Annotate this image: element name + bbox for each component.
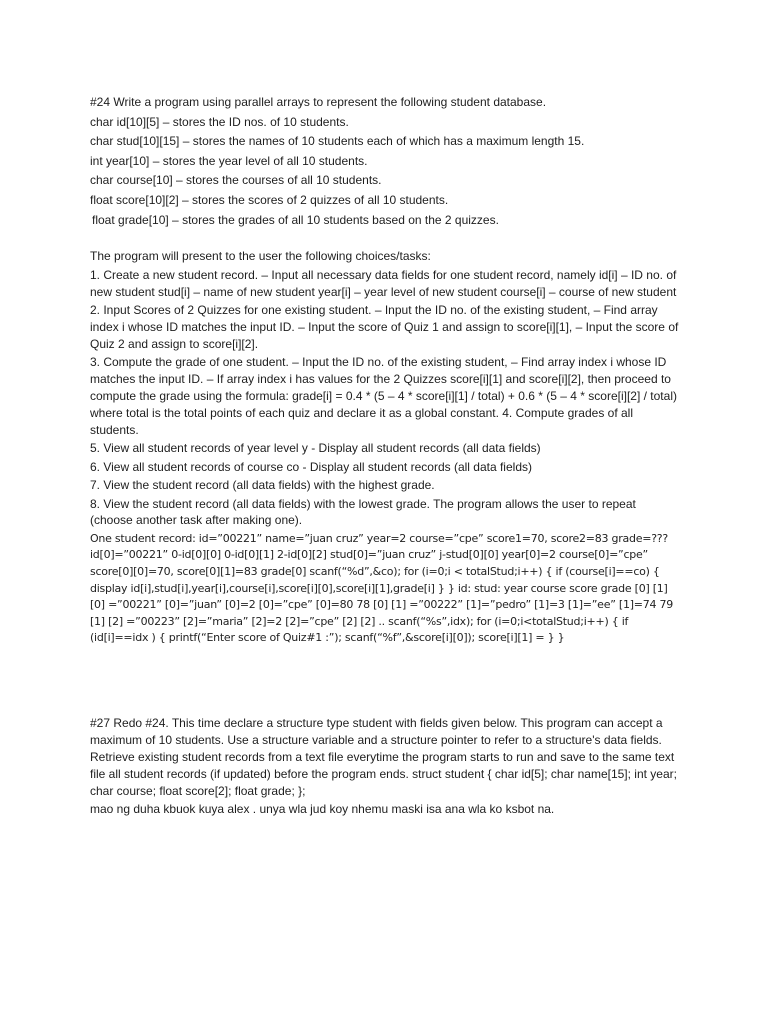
document-body — [90, 93, 680, 819]
field-id: char id[10][5] – stores the ID nos. of 10 students. — [90, 114, 349, 129]
task-2: 2. Input Scores of 2 Quizzes for one existing student. – Input the ID no. of the existing student, – Find array index i whose ID matches the input ID. – Input the score of Quiz 1 and assign to score[i][1], – Input the score of Quiz 2 and assign to score[i][2]. — [90, 303, 679, 351]
field-score: float score[10][2] – stores the scores of 2 quizzes of all 10 students. — [90, 192, 449, 207]
q27-text: #27 Redo #24. This time declare a structure type student with fields given below. This program can accept a maximum of 10 students. Use a structure variable and a structure pointer to refer to a structure's data fields. Retrieve existing student records from a text file everytime the program starts to run and save to the same text file all student records (if updated) before the program ends. struct student { char id[5]; char name[15]; int year; char course; float score[2]; float grade; }; — [90, 716, 677, 798]
field-stud: char stud[10][15] – stores the names of 10 students each of which has a maximum length 15. — [90, 134, 585, 149]
task-8: 8. View the student record (all data fields) with the lowest grade. The program allows the user to repeat (choose another task after making one). — [90, 496, 636, 528]
q24-title: #24 Write a program using parallel arrays to represent the following student database. — [90, 95, 547, 109]
field-grade: float grade[10] – stores the grades of all 10 students based on the 2 quizzes. — [92, 212, 499, 227]
q27-comment: mao ng duha kbuok kuya alex . unya wla jud koy nhemu maski isa ana wla ko ksbot na. — [90, 802, 555, 817]
tasks-intro: The program will present to the user the following choices/tasks: — [90, 249, 431, 264]
task-7: 7. View the student record (all data fields) with the highest grade. — [90, 478, 435, 493]
task-3: 3. Compute the grade of one student. – Input the ID no. of the existing student, – Find array index i whose ID matches the input ID. – If array index i has values for the 2 Quizzes score[i][1] and score[i][2], then proceed to compute the grade using the formula: grade[i] = 0.4 * (5 – 4 * score[i][1] / total) + 0.6 * (5 – 4 * score[i][2] / total) where total is the total points of each quiz and declare it as a global constant. 4. Compute grades of all students. — [90, 355, 677, 437]
field-course: char course[10] – stores the courses of all 10 students. — [90, 173, 382, 188]
task-5: 5. View all student records of year level y - Display all student records (all data fields) — [90, 441, 541, 456]
task-1: 1. Create a new student record. – Input all necessary data fields for one student record, namely id[i] – ID no. of new student stud[i] – name of new student year[i] – year level of new student course[i] – course of new student — [90, 267, 677, 299]
task-6: 6. View all student records of course co - Display all student records (all data fields) — [90, 459, 532, 474]
field-year: int year[10] – stores the year level of all 10 students. — [90, 153, 368, 168]
code-notes: One student record: id=”00221” name=”juan cruz” year=2 course=”cpe” score1=70, score2=83 grade=??? id[0]=”00221” 0-id[0][0] 0-id[0][1] 2-id[0][2] stud[0]=”juan cruz” j-stud[0][0] year[0]=2 course[0]=”cpe” score[0][0]=70, score[0][1]=83 grade[0] scanf(“%d”,&co); for (i=0;i < totalStud;i++) { if (course[i]==co) { display id[i],stud[i],year[i],course[i],score[i][0],score[i][1],grade[i] } } id: stud: year course score grade [0] [1] [0] =”00221” [0]=”juan” [0]=2 [0]=”cpe” [0]=80 78 [0] [1] =”00222” [1]=”pedro” [1]=3 [1]=”ee” [1]=74 79 [1] [2] =”00223” [2]=”maria” [2]=2 [2]=”cpe” [2] [2] .. scanf(“%s”,idx); for (i=0;i<totalStud;i++) { if (id[i]==idx ) { printf(“Enter score of Quiz#1 :”); scanf(“%f”,&score[i][0]); score[i][1] = } } — [90, 531, 673, 645]
